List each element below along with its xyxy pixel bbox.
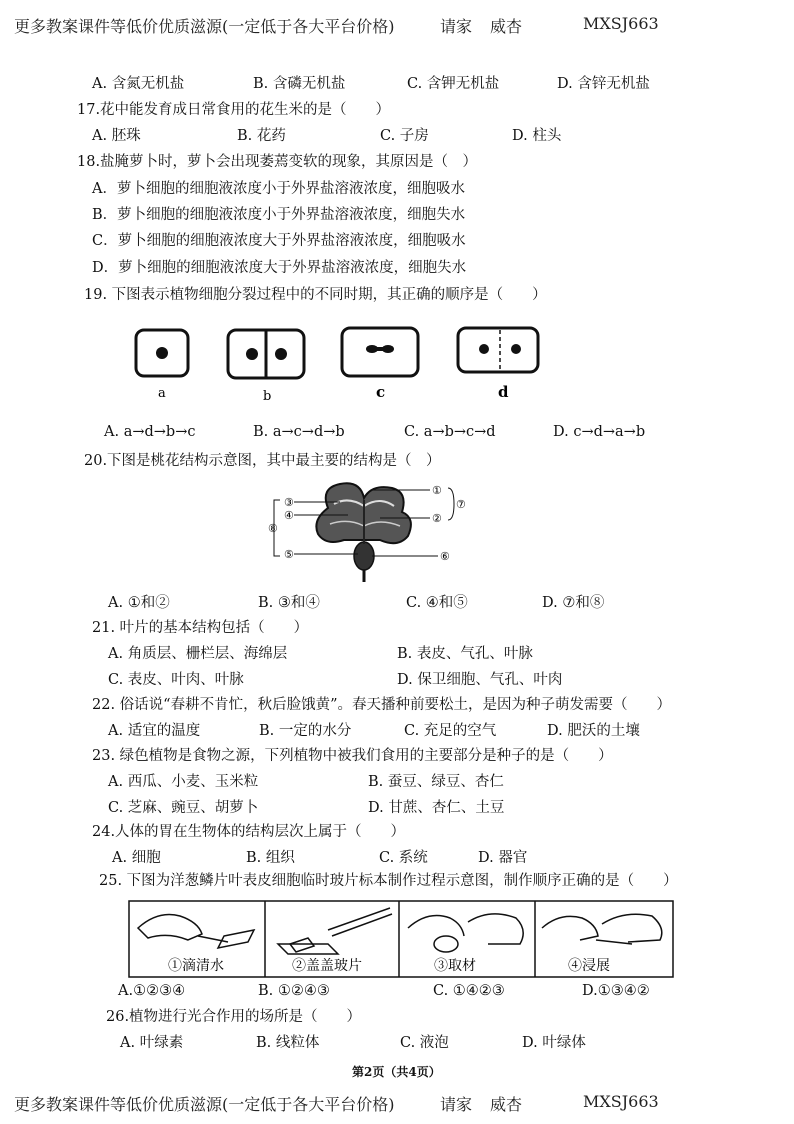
q20-stem: 20.下图是桃花结构示意图，其中最主要的结构是（ ） — [84, 453, 441, 469]
q17-option-a: A. 胚珠 — [92, 128, 141, 144]
q20-option-d: D. ⑦和⑧ — [542, 595, 605, 611]
q24-option-d: D. 器官 — [478, 850, 528, 866]
q17-option-c: C. 子房 — [380, 128, 429, 144]
q25-stem: 25. 下图为洋葱鳞片叶表皮细胞临时玻片标本制作过程示意图，制作顺序正确的是（ ） — [99, 873, 678, 889]
q21-option-a: A. 角质层、栅栏层、海绵层 — [108, 646, 288, 662]
q18-stem: 18.盐腌萝卜时，萝卜会出现萎蔫变软的现象，其原因是（ ） — [77, 154, 478, 170]
q25-option-d: D.①③④② — [582, 983, 650, 999]
q24-option-a: A. 细胞 — [112, 850, 161, 866]
caption-3: ③取材 — [434, 958, 476, 974]
page-number: 第2页（共4页） — [352, 1065, 441, 1079]
flower-label-1: ① — [432, 484, 442, 497]
q24-option-c: C. 系统 — [379, 850, 428, 866]
q18-option-c: C．萝卜细胞的细胞液浓度大于外界盐溶液浓度，细胞吸水 — [92, 233, 466, 249]
q26-option-c: C. 液泡 — [400, 1035, 449, 1051]
q21-option-c: C. 表皮、叶肉、叶脉 — [108, 672, 244, 688]
caption-1: ①滴清水 — [168, 958, 224, 974]
flower-label-8: ⑧ — [268, 522, 278, 535]
header-contact-label: 请家 — [440, 17, 473, 36]
q19-option-d: D. c→d→a→b — [553, 424, 646, 440]
slide-prep-figure — [128, 900, 674, 978]
q18-option-d: D．萝卜细胞的细胞液浓度大于外界盐溶液浓度，细胞失水 — [92, 260, 467, 276]
q21-stem: 21. 叶片的基本结构包括（ ） — [92, 620, 309, 636]
q16-option-b: B. 含磷无机盐 — [253, 76, 346, 92]
q22-option-b: B. 一定的水分 — [259, 723, 352, 739]
q25-option-c: C. ①④②③ — [433, 983, 505, 999]
q26-option-a: A. 叶绿素 — [120, 1035, 184, 1051]
flower-label-6: ⑥ — [440, 550, 450, 563]
q17-stem: 17.花中能发育成日常食用的花生米的是（ ） — [77, 102, 391, 118]
q17-option-b: B. 花药 — [237, 128, 286, 144]
q16-option-d: D. 含锌无机盐 — [557, 76, 650, 92]
cell-division-figure — [128, 322, 548, 412]
q22-option-a: A. 适宜的温度 — [108, 723, 201, 739]
cell-c — [342, 328, 418, 376]
flower-label-2: ② — [432, 512, 442, 525]
header-code: MXSJ663 — [583, 14, 659, 33]
q22-stem: 22. 俗话说“春耕不肯忙，秋后脸饿黄”。春天播种前要松土，是因为种子萌发需要（ ） — [92, 697, 671, 713]
header-contact-name: 威杏 — [490, 17, 523, 36]
footer-code: MXSJ663 — [583, 1092, 659, 1111]
footer-promo: 更多教案课件等低价优质滋源(一定低于各大平台价格) — [14, 1095, 395, 1114]
footer-contact-label: 请家 — [440, 1095, 473, 1114]
caption-4: ④浸展 — [568, 958, 610, 974]
q26-stem: 26.植物进行光合作用的场所是（ ） — [106, 1009, 362, 1025]
q26-option-b: B. 线粒体 — [256, 1035, 320, 1051]
q20-option-b: B. ③和④ — [258, 595, 320, 611]
q23-option-b: B. 蚕豆、绿豆、杏仁 — [368, 774, 504, 790]
q16-option-c: C. 含钾无机盐 — [407, 76, 500, 92]
flower-label-4: ④ — [284, 509, 294, 522]
q19-option-a: A. a→d→b→c — [104, 424, 196, 440]
cell-d — [458, 328, 538, 372]
q19-option-b: B. a→c→d→b — [253, 424, 345, 440]
q18-option-b: B．萝卜细胞的细胞液浓度小于外界盐溶液浓度，细胞失水 — [92, 207, 466, 223]
q20-option-c: C. ④和⑤ — [406, 595, 468, 611]
q21-option-b: B. 表皮、气孔、叶脉 — [397, 646, 533, 662]
q19-stem: 19. 下图表示植物细胞分裂过程中的不同时期，其正确的顺序是（ ） — [84, 287, 547, 303]
q18-option-a: A．萝卜细胞的细胞液浓度小于外界盐溶液浓度，细胞吸水 — [92, 181, 465, 197]
q23-stem: 23. 绿色植物是食物之源，下列植物中被我们食用的主要部分是种子的是（ ） — [92, 748, 613, 764]
q19-option-c: C. a→b→c→d — [404, 424, 496, 440]
header-promo: 更多教案课件等低价优质滋源(一定低于各大平台价格) — [14, 17, 395, 36]
flower-label-7: ⑦ — [456, 498, 466, 511]
q25-option-b: B. ①②④③ — [258, 983, 330, 999]
peach-flower-figure — [268, 478, 468, 584]
label-b: b — [263, 389, 272, 404]
flower-label-3: ③ — [284, 496, 294, 509]
q23-option-d: D. 甘蔗、杏仁、土豆 — [368, 800, 505, 816]
footer-contact-name: 威杏 — [490, 1095, 523, 1114]
q20-option-a: A. ①和② — [108, 595, 170, 611]
q22-option-d: D. 肥沃的土壤 — [547, 723, 640, 739]
q21-option-d: D. 保卫细胞、气孔、叶肉 — [397, 672, 563, 688]
q17-option-d: D. 柱头 — [512, 128, 562, 144]
q26-option-d: D. 叶绿体 — [522, 1035, 586, 1051]
label-c: c — [376, 383, 386, 401]
flower-label-5: ⑤ — [284, 548, 294, 561]
label-a: a — [158, 386, 166, 401]
q22-option-c: C. 充足的空气 — [404, 723, 497, 739]
caption-2: ②盖盖玻片 — [292, 958, 362, 974]
q23-option-c: C. 芝麻、豌豆、胡萝卜 — [108, 800, 259, 816]
q16-option-a: A. 含氮无机盐 — [92, 76, 185, 92]
q25-option-a: A.①②③④ — [118, 983, 186, 999]
q24-option-b: B. 组织 — [246, 850, 295, 866]
q24-stem: 24.人体的胃在生物体的结构层次上属于（ ） — [92, 824, 406, 840]
q23-option-a: A. 西瓜、小麦、玉米粒 — [108, 774, 259, 790]
label-d: d — [498, 383, 509, 401]
